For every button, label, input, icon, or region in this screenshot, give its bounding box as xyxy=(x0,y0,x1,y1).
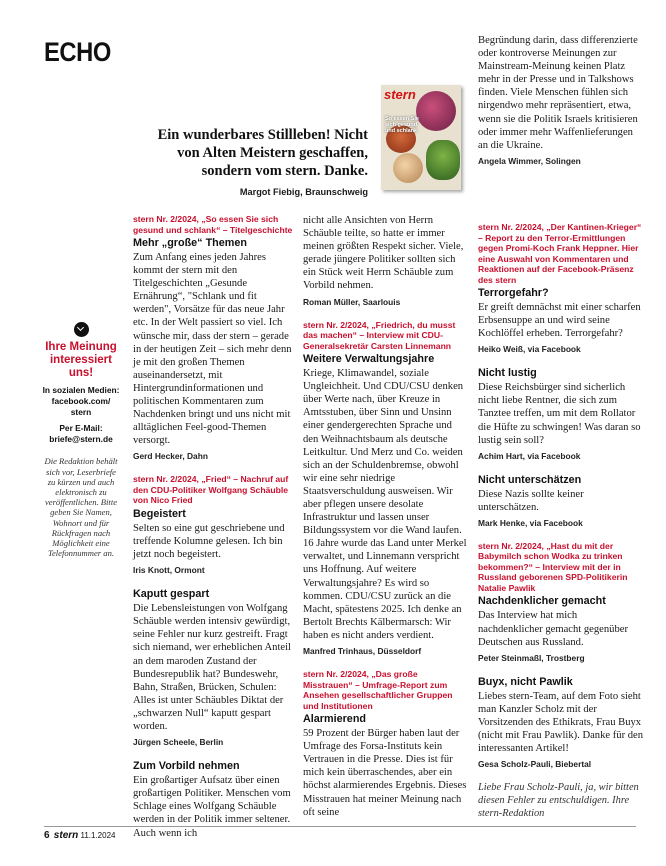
letter-text: Die Lebensleistungen von Wolfgang Schäuble werden intensiv gewürdigt, seine Fehler nur kurz gestreift. Fragt sich niemand, wer erheblichen Anteil an dem maroden Zustand der Bundesrepublik hat? Bundeswehr, Bahn, Straßen, Brücken, Schulen: Alles ist unter Schäubles Diktat der „schwarzen Null“ kaputt gespart worden. xyxy=(133,603,291,733)
letter-headline: Kaputt gespart xyxy=(133,588,210,601)
letter-text: Das Interview hat mich nachdenklicher gemacht gegenüber Deutschen aus Russland. xyxy=(478,610,629,648)
continued-letter xyxy=(478,34,644,167)
letter-text: Liebes stern-Team, auf dem Foto sieht man Kanzler Scholz mit der Vorsitzenden des Ethikrats, Frau Buyx (nicht mit Frau Pawlik). Danke für den interessanten Artikel! xyxy=(478,690,644,755)
letter xyxy=(133,214,293,462)
letter-author: Gesa Scholz-Pauli, Biebertal xyxy=(478,759,592,770)
letter-reference: stern Nr. 2/2024, „Das große Misstrauen“ – Umfrage-Report zum Ansehen gesellschaftlicher Gruppen und Institutionen xyxy=(303,669,453,711)
cover-logo: stern xyxy=(384,87,416,102)
greens-illustration xyxy=(426,140,460,180)
letter-author: Heiko Weiß, via Facebook xyxy=(478,344,581,355)
letter-text: Diese Nazis sollte keiner unterschätzen. xyxy=(478,488,584,513)
letter xyxy=(303,214,469,308)
letter xyxy=(133,588,293,748)
letter xyxy=(478,474,644,529)
letter-text: Diese Reichsbürger sind sicherlich nicht liebe Rentner, die sich zum Tanztee treffen, um mit dem Rollator die Hüfte zu schwingen! Was daran so lustig sein soll? xyxy=(478,382,641,446)
letter-text: Er greift demnächst mit einer scharfen Erbsensuppe an und wird seine Kochlöffel erheben. Terrorgefahr? xyxy=(478,302,641,340)
letter xyxy=(478,676,644,770)
column-2 xyxy=(303,214,469,831)
letter-reference: stern Nr. 2/2024, „Hast du mit der Babymilch schon Wodka zu trinken bekommen?“ – Interview mit der in Russland geborenen SPD-Politikerin Natalie Pawlik xyxy=(478,540,628,593)
cover-headline: So essen Sie sich gesund und schlank xyxy=(385,116,419,134)
letter-text: Zum Anfang eines jeden Jahres kommt der stern mit den Titelgeschichten „Gesunde Ernährung“, "Schlank und fit werden", Vorsätze für das neue Jahr etc. In der Welt passiert so viel. Ich wünsche mir, dass der stern – gerade in der heutigen Zeit – sich mehr denn je mit den großen Themen auseinandersetzt, mit Hintergrundinformationen und politischen Kommentaren zum Nachdenken bringt und uns nicht mit alltäglichen Feel-good-Themen versorgt. xyxy=(133,252,292,447)
letter-author: Angela Wimmer, Solingen xyxy=(478,155,581,166)
letter-author: Roman Müller, Saarlouis xyxy=(303,296,401,307)
letter-headline: Terrorgefahr? xyxy=(478,287,549,299)
letter-author: Jürgen Scheele, Berlin xyxy=(133,737,224,748)
letter xyxy=(133,760,293,839)
letter-text: Ein großartiger Aufsatz über einen großartigen Politiker. Menschen vom Schlage eines Wolfgang Schäuble werden in der Politik immer seltener. Auch wenn ich xyxy=(133,775,291,839)
column-3 xyxy=(478,222,644,821)
editorial-note: Die Redaktion behält sich vor, Leserbriefe zu kürzen und auch elektronisch zu veröffentlichen. Bitte geben Sie Namen, Wohnort und für Rückfragen nach Möglichkeit eine Telefonnummer an. xyxy=(44,456,118,559)
letter xyxy=(133,474,293,576)
column-1 xyxy=(133,214,293,852)
letter-author: Mark Henke, via Facebook xyxy=(478,517,583,528)
letter-reference: stern Nr. 2/2024, „Der Kantinen-Krieger“ – Report zu den Terror-Ermittlungen gegen Promi-Koch Frank Heppner. Hier eine Auswahl von Kommentaren und Reaktionen auf der Facebook-Präsenz des stern xyxy=(478,222,642,285)
letter-text: Selten so eine gut geschriebene und treffende Kolumne gelesen. Ich bin jetzt noch begeistert. xyxy=(133,522,285,561)
letter-text: 59 Prozent der Bürger haben laut der Umfrage des Forsa-Instituts kein Vertrauen in die Presse. Dies ist für mich kein überraschendes, aber ein höchst alarmierendes Ergebnis. Dieses Misstrauen hat meiner Meinung nach oft seine xyxy=(303,728,467,818)
letter-reference: stern Nr. 2/2024, „Friedrich, du musst das machen“ – Interview mit CDU-Generalsekretär Carsten Linnemann xyxy=(303,319,456,351)
featured-letter xyxy=(140,126,368,197)
featured-quote: Ein wunderbares Stillleben! Nicht von Alten Meistern geschaffen, sondern vom stern. Danke. xyxy=(157,127,368,179)
letter-author: Gerd Hecker, Dahn xyxy=(133,451,208,462)
section-title: ECHO xyxy=(44,37,111,67)
letter xyxy=(478,367,644,461)
letter-headline: Mehr „große“ Themen xyxy=(133,237,247,249)
letter-headline: Nicht unterschätzen xyxy=(478,473,582,486)
editorial-reply: Liebe Frau Scholz-Pauli, ja, wir bitten diesen Fehler zu entschuldigen. Ihre stern-Redaktion xyxy=(478,782,639,819)
letter xyxy=(303,320,469,657)
letter-author: Manfred Trinhaus, Düsseldorf xyxy=(303,646,422,657)
page-number: 6 xyxy=(44,830,50,841)
letter-author: Peter Steinmaßl, Trostberg xyxy=(478,652,585,663)
footer-brand: stern xyxy=(53,830,79,841)
letter-reference: stern Nr. 2/2024, „Fried“ – Nachruf auf den CDU-Politiker Wolfgang Schäuble von Nico Fried xyxy=(133,474,289,506)
letter-headline: Buyx, nicht Pawlik xyxy=(478,675,573,688)
letter xyxy=(478,541,644,664)
letter-text: Begründung darin, dass differenzierte oder kontroverse Meinungen zur Mainstream-Meinung keinen Platz mehr in der Presse und in Talkshows finden. Viele Menschen fühlen sich nirgendwo mehr repräsentiert, etwa, wenn sie die Politik Israels kritisieren oder immer mehr Waffenlieferungen an die Ukraine. xyxy=(478,35,638,151)
featured-author: Margot Fiebig, Braunschweig xyxy=(239,187,368,197)
letter-text: Kriege, Klimawandel, soziale Ungleichheit. Und CDU/CSU denken über Werte nach, über Kreuze in Amtsstuben, über Sinn und Unsinn einer gendergerechten Sprache und den Weihnachtsbaum als deutsche Leitkultur. Und Merz und Co. weiden sich an der Schuldenbremse, obwohl wir eine sehr niedrige Staatsverschuldung ausweisen. Wir aber pflegen unsere desolate Infrastruktur und lassen unser Bildungssystem vor die Wand laufen. 16 Jahre wurde das Land unter Merkel verwaltet, und Linnemann verspricht uns Hoffnung. Auf weitere Verwaltungsjahre? Es wird so kommen. CDU/CSU zurück an die Macht, spätestens 2025. Ich denke an Bertolt Brechts Kälbermarsch: Wir haben es nicht anders verdient. xyxy=(303,368,467,641)
sidebar-headline: Ihre Meinung interessiert uns! xyxy=(45,341,117,379)
email-link[interactable]: Per E-Mail: briefe@stern.de xyxy=(49,423,113,444)
letter-headline: Begeistert xyxy=(133,507,186,520)
letter xyxy=(303,669,469,819)
letter-headline: Nicht lustig xyxy=(478,367,537,380)
letter-reference: stern Nr. 2/2024, „So essen Sie sich gesund und schlank“ – Titelgeschichte xyxy=(133,214,293,235)
letter-headline: Nachdenklicher gemacht xyxy=(478,595,606,608)
letter-headline: Alarmierend xyxy=(303,713,367,726)
letter-headline: Zum Vorbild nehmen xyxy=(133,760,240,773)
letter-author: Iris Knott, Ormont xyxy=(133,565,205,576)
letter xyxy=(478,222,644,355)
letter-headline: Weitere Verwaltungsjahre xyxy=(303,353,435,366)
onion-illustration xyxy=(393,153,423,183)
chevron-down-icon xyxy=(74,322,89,337)
footer-divider xyxy=(44,826,636,827)
contact-sidebar xyxy=(42,322,120,558)
magazine-cover-image xyxy=(381,85,461,190)
letter-text: nicht alle Ansichten von Herrn Schäuble teilte, so hatte er immer meinen größten Respekt sicher. Viele, gerade jüngere Politiker sollten sich ein Stück weit Herrn Schäuble zum Vorbild nehmen. xyxy=(303,215,464,292)
issue-date: 11.1.2024 xyxy=(80,831,116,840)
letter-author: Achim Hart, via Facebook xyxy=(478,450,581,461)
social-media-link[interactable]: In sozialen Medien: facebook.com/ stern xyxy=(42,385,120,417)
page-footer xyxy=(44,830,115,841)
